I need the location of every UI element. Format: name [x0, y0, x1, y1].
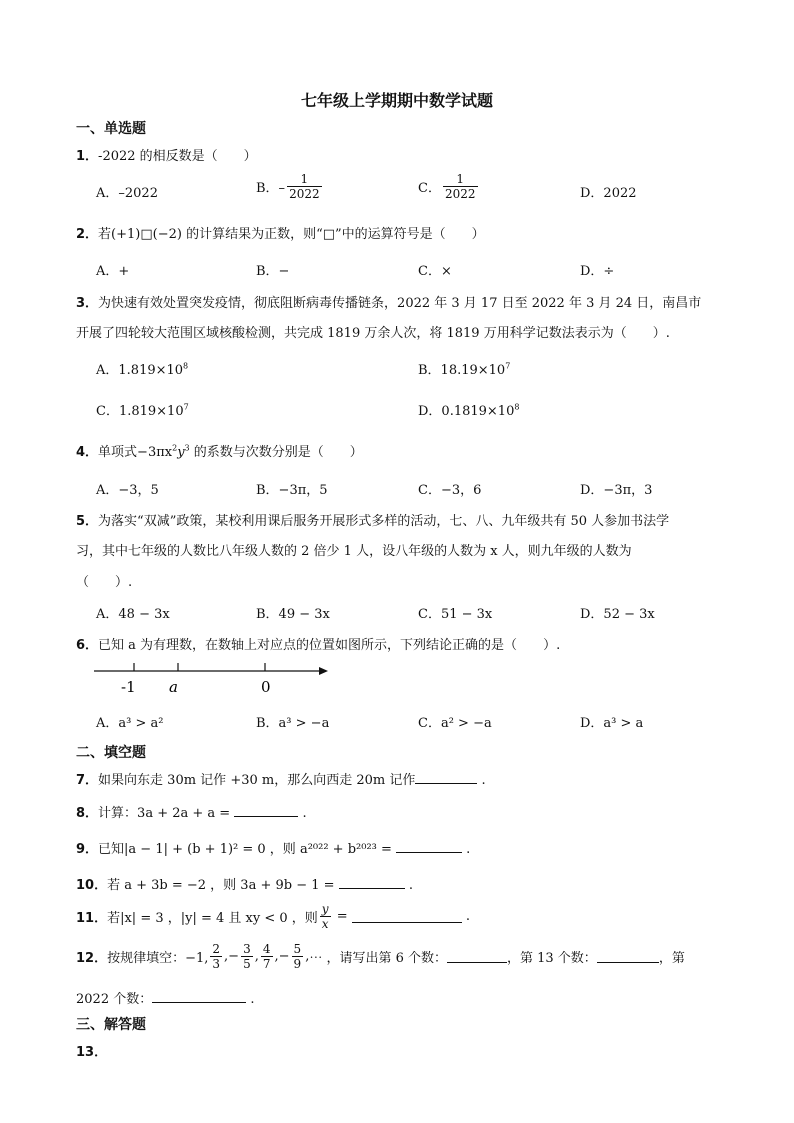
- stem-part: 若|x| = 3 ，|y| = 4 且 xy < 0 ，则: [107, 911, 318, 926]
- option-d: D．52 − 3x: [580, 607, 655, 622]
- label-minus-one: -1: [121, 678, 136, 696]
- question-number: 3．: [76, 296, 99, 311]
- question-number: 1．: [76, 149, 99, 164]
- question-8: [76, 802, 307, 821]
- denominator: 7: [262, 957, 271, 971]
- answer-blank[interactable]: [396, 840, 462, 853]
- section-heading-3: 三、解答题: [76, 1017, 146, 1033]
- question-number: 6．: [76, 638, 99, 653]
- option-d: D．÷: [580, 264, 615, 279]
- question-number: 7．: [76, 773, 99, 788]
- question-number: 4．: [76, 445, 99, 460]
- numerator: 5: [293, 942, 302, 956]
- sign: −: [228, 949, 240, 964]
- number-line-figure: [90, 658, 340, 698]
- section-heading-1: 一、单选题: [76, 121, 146, 137]
- period: .: [465, 909, 471, 924]
- option-b: B．−3π，5: [256, 483, 328, 498]
- option-text: A．1.819×10: [96, 363, 184, 378]
- arrow-head: [319, 667, 328, 675]
- fraction: [292, 942, 304, 971]
- fraction: [320, 902, 331, 931]
- option-d: D．−3π，3: [580, 483, 653, 498]
- option-a: A．−3，5: [96, 483, 159, 498]
- answer-blank[interactable]: [415, 771, 477, 784]
- option-c: C．51 − 3x: [418, 607, 493, 622]
- question-11: [76, 902, 470, 931]
- fraction: [241, 942, 253, 971]
- label-a: a: [169, 678, 178, 696]
- option-b: B．49 − 3x: [256, 607, 330, 622]
- stem-part: =: [332, 909, 352, 924]
- exponent: 7: [183, 402, 189, 412]
- question-number: 11．: [76, 911, 108, 926]
- question-number: 12．: [76, 951, 108, 966]
- question-4: [76, 441, 363, 460]
- option-c: C．a² > −a: [418, 716, 492, 731]
- question-number: 8．: [76, 806, 99, 821]
- numerator: y: [321, 902, 329, 916]
- option-c: C．−3，6: [418, 483, 482, 498]
- option-a: A．48 − 3x: [96, 607, 170, 622]
- stem-part: y: [177, 445, 185, 460]
- question-stem: 已知 a 为有理数，在数轴上对应点的位置如图所示，下列结论正确的是（ ）.: [98, 638, 561, 653]
- numerator: 1: [287, 172, 322, 187]
- question-1: [76, 145, 257, 164]
- page-title: 七年级上学期期中数学试题: [300, 91, 493, 110]
- period: .: [481, 773, 486, 788]
- question-5-line-2: 习，其中七年级的人数比八年级人数的 2 倍少 1 人，设八年级的人数为 x 人，则九年级的人数为: [76, 544, 632, 559]
- option-b: B．−: [256, 264, 290, 279]
- period: .: [250, 992, 255, 1007]
- stem-part: ，第: [658, 951, 685, 966]
- question-5-line-3: （ ）.: [76, 575, 133, 590]
- numerator: 1: [443, 172, 478, 187]
- fraction: [443, 172, 478, 201]
- denominator: 9: [293, 957, 302, 971]
- stem-part: ，第 13 个数：: [507, 951, 597, 966]
- option-a: A．–2022: [96, 186, 158, 201]
- answer-blank-6[interactable]: [447, 950, 507, 963]
- numerator: 3: [243, 942, 251, 956]
- option-b: [256, 172, 324, 201]
- option-a: [96, 359, 188, 378]
- question-stem: 若 a + 3b = −2 ，则 3a + 9b − 1 =: [107, 878, 339, 893]
- question-number: 5．: [76, 514, 99, 529]
- question-7: [76, 769, 486, 788]
- question-number: 13．: [76, 1045, 108, 1060]
- exponent: 3: [184, 443, 190, 453]
- stem-part: ⋯ ，请写出第 6 个数：: [309, 951, 447, 966]
- stem-part: 按规律填空：−1,: [107, 951, 209, 966]
- question-5: [76, 510, 669, 529]
- question-stem-line-1: 为快速有效处置突发疫情，彻底阻断病毒传播链条，2022 年 3 月 17 日至 2022 年 3 月 24 日，南昌市: [98, 296, 702, 311]
- answer-blank[interactable]: [352, 910, 462, 923]
- stem-part: 的系数与次数分别是（ ）: [189, 445, 363, 460]
- option-c: [96, 400, 189, 419]
- question-13: [76, 1041, 107, 1060]
- question-stem: 如果向东走 30m 记作 +30 m，那么向西走 20m 记作: [98, 773, 416, 788]
- fraction: [287, 172, 322, 201]
- option-d: D．2022: [580, 186, 637, 201]
- fraction: [261, 942, 273, 971]
- question-stem: 若(+1)□(−2) 的计算结果为正数，则“□”中的运算符号是（ ）: [98, 227, 485, 242]
- period: .: [408, 878, 413, 893]
- answer-blank-13[interactable]: [597, 950, 659, 963]
- numerator: 2: [212, 942, 221, 956]
- exponent: 7: [505, 361, 511, 371]
- denominator: 2022: [289, 187, 320, 201]
- question-9: [76, 838, 470, 857]
- period: .: [302, 806, 307, 821]
- question-number: 9．: [76, 842, 99, 857]
- question-10: [76, 874, 413, 893]
- denominator: 2022: [444, 187, 476, 201]
- option-b: [418, 359, 510, 378]
- option-b: B．a³ > −a: [256, 716, 330, 731]
- fraction: [210, 942, 222, 971]
- exponent: 2: [172, 443, 178, 453]
- option-text: D．0.1819×10: [418, 404, 515, 419]
- label-zero: 0: [261, 678, 271, 696]
- stem-part: 单项式−3πx: [98, 445, 173, 460]
- denominator: x: [321, 917, 329, 931]
- numerator: 4: [262, 942, 271, 956]
- sign: −: [278, 949, 290, 964]
- exponent: 8: [183, 361, 189, 371]
- denominator: 5: [243, 957, 251, 971]
- option-text: B．18.19×10: [418, 363, 506, 378]
- answer-blank-2022[interactable]: [152, 990, 246, 1003]
- option-label: C．: [418, 181, 441, 196]
- question-3: [76, 292, 701, 311]
- denominator: 3: [212, 957, 221, 971]
- question-stem: -2022 的相反数是（ ）: [98, 149, 257, 164]
- exponent: 8: [514, 402, 520, 412]
- answer-blank[interactable]: [339, 876, 405, 889]
- question-12: 12．按规律填空：−1, $\frac{2}{3}$ ,− $\frac{3}{5}$ , $\frac{4}{7}$ ,− $\frac{5}{9}$ ,⋯ ，请写出第 6 个数： ，第 13 个数： ，第: [76, 942, 685, 971]
- answer-blank[interactable]: [234, 804, 298, 817]
- question-number: 10．: [76, 878, 108, 893]
- option-text: C．1.819×10: [96, 404, 184, 419]
- question-stem: 计算：3a + 2a + a =: [98, 806, 235, 821]
- option-d: [418, 400, 519, 419]
- option-label: B．–: [256, 181, 286, 196]
- option-c: [418, 172, 480, 201]
- question-6: [76, 634, 560, 653]
- option-a: A．a³ > a²: [96, 716, 164, 731]
- option-a: A．+: [96, 264, 130, 279]
- stem-part: 2022 个数：: [76, 992, 153, 1007]
- option-d: D．a³ > a: [580, 716, 644, 731]
- question-number: 2．: [76, 227, 99, 242]
- period: .: [466, 842, 471, 857]
- question-3-line-2: 开展了四轮较大范围区域核酸检测，共完成 1819 万余人次，将 1819 万用科学记数法表示为（ ）.: [76, 326, 670, 341]
- section-heading-2: 二、填空题: [76, 745, 146, 761]
- question-stem: 已知|a − 1| + (b + 1)² = 0 ，则 a²⁰²² + b²⁰²³ =: [98, 842, 397, 857]
- question-2: [76, 223, 485, 242]
- option-c: C．×: [418, 264, 452, 279]
- question-stem-line-1: 为落实“双减”政策，某校利用课后服务开展形式多样的活动，七、八、九年级共有 50 人参加书法学: [98, 514, 670, 529]
- question-12-line-2: [76, 988, 255, 1007]
